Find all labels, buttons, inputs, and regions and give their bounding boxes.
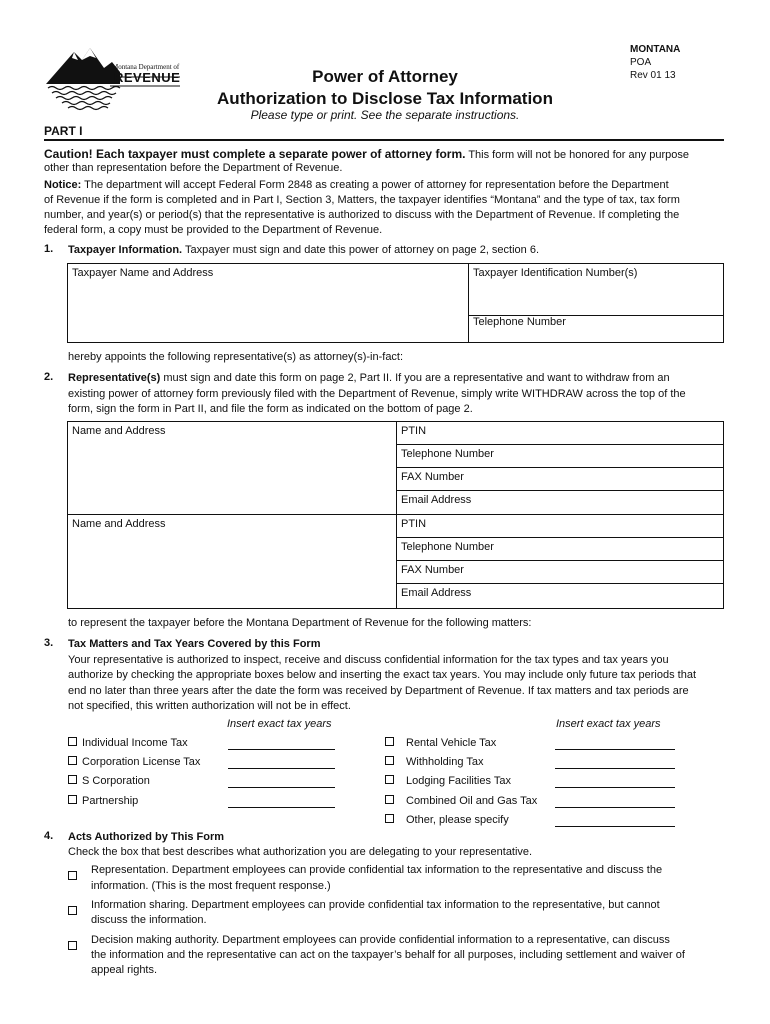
rep-2-email-field[interactable]: [397, 584, 723, 608]
tax-rental-vehicle-label: Rental Vehicle Tax: [406, 737, 497, 749]
rep-1-email-field[interactable]: [397, 491, 723, 515]
tax-other-checkbox[interactable]: [385, 814, 509, 826]
tax-individual-income-years-field[interactable]: [228, 749, 335, 750]
tax-lodging-facilities-checkbox[interactable]: [385, 775, 511, 787]
revision: Rev 01 13: [630, 70, 676, 81]
appoints-text: hereby appoints the following representative(s) as attorney(s)-in-fact:: [68, 351, 404, 363]
rep-1-fax-label: FAX Number: [401, 471, 464, 483]
rep-2-phone-label: Telephone Number: [401, 541, 494, 553]
tax-s-corporation-years-field[interactable]: [228, 787, 335, 788]
taxpayer-phone-field[interactable]: [469, 313, 723, 342]
notice-label: Notice:: [44, 179, 82, 191]
act-decision-making-line-1: Decision making authority. Department employees can provide confidential information to a representative, can discuss: [91, 934, 670, 946]
tax-rental-vehicle-checkbox[interactable]: [385, 737, 496, 749]
agency-big-text: REVENUE: [114, 70, 181, 85]
rep-2-email-label: Email Address: [401, 587, 472, 599]
tax-corporation-license-checkbox[interactable]: [68, 756, 200, 768]
rep-1-name-address-label: Name and Address: [72, 425, 166, 437]
rep-2-name-address-label: Name and Address: [72, 518, 166, 530]
rep-2-fax-field[interactable]: [397, 561, 723, 584]
tax-individual-income-label: Individual Income Tax: [82, 737, 188, 749]
section-2-text-3: form, sign the form in Part II, and file the form as indicated on the bottom of page 2.: [68, 403, 473, 415]
insert-years-label-right: Insert exact tax years: [556, 718, 661, 730]
caution-rest: This form will not be honored for any purpose: [468, 149, 690, 161]
tax-combined-oil-gas-years-field[interactable]: [555, 807, 675, 808]
tax-other-years-field[interactable]: [555, 826, 675, 827]
insert-years-label-left: Insert exact tax years: [227, 718, 332, 730]
section-2-text-2: existing power of attorney form previously filed with the Department of Revenue, simply write WITHDRAW across the top of the: [68, 388, 686, 400]
rep-1-phone-label: Telephone Number: [401, 448, 494, 460]
tax-withholding-years-field[interactable]: [555, 768, 675, 769]
act-information-sharing-line-2: discuss the information.: [91, 914, 207, 926]
tax-individual-income-checkbox[interactable]: [68, 737, 188, 749]
act-representation-line-2: information. (This is the most frequent response.): [91, 880, 331, 892]
act-representation-checkbox[interactable]: [68, 867, 82, 885]
checkbox-icon[interactable]: [68, 737, 77, 746]
section-4-intro: Check the box that best describes what authorization you are delegating to your representative.: [68, 846, 533, 858]
representatives-box: [67, 421, 724, 609]
act-decision-making-line-2: the information and the representative can act on the taxpayer’s behalf for all purposes, including settlement and waiver of: [91, 949, 685, 961]
tax-withholding-label: Withholding Tax: [406, 756, 484, 768]
notice-text: [44, 178, 744, 193]
form-code: [630, 43, 680, 82]
taxpayer-name-address-field[interactable]: [68, 264, 469, 342]
section-1-title: Taxpayer Information.: [68, 244, 183, 256]
agency-small-text: Montana Department of: [112, 63, 180, 71]
checkbox-icon[interactable]: [385, 795, 394, 804]
act-representation-line-1: Representation. Department employees can provide confidential tax information to the representative and discuss the: [91, 864, 663, 876]
caution-bold: Caution! Each taxpayer must complete a separate power of attorney form.: [44, 147, 466, 161]
section-2-number: 2.: [44, 371, 54, 383]
revenue-logo: [44, 46, 184, 118]
checkbox-icon[interactable]: [68, 756, 77, 765]
tax-lodging-facilities-years-field[interactable]: [555, 787, 675, 788]
checkbox-icon[interactable]: [68, 871, 77, 880]
tax-corporation-license-years-field[interactable]: [228, 768, 335, 769]
rep-1-ptin-label: PTIN: [401, 425, 427, 437]
section-2-text-1: must sign and date this form on page 2, Part II. If you are a representative and want to withdraw from an: [163, 372, 670, 384]
rep-2-name-address-field[interactable]: [68, 515, 397, 608]
tax-s-corporation-label: S Corporation: [82, 775, 150, 787]
checkbox-icon[interactable]: [68, 795, 77, 804]
rep-2-fax-label: FAX Number: [401, 564, 464, 576]
section-1-number: 1.: [44, 243, 54, 255]
tax-combined-oil-gas-label: Combined Oil and Gas Tax: [406, 795, 538, 807]
taxpayer-tin-label: Taxpayer Identification Number(s): [473, 267, 638, 279]
state-label: MONTANA: [630, 44, 681, 55]
rep-1-fax-field[interactable]: [397, 468, 723, 491]
section-4-number: 4.: [44, 830, 54, 842]
tax-corporation-license-label: Corporation License Tax: [82, 756, 201, 768]
page-title: [200, 66, 570, 110]
title-line-1: Power of Attorney: [312, 67, 458, 86]
act-decision-making-line-3: appeal rights.: [91, 964, 158, 976]
notice-line-1: The department will accept Federal Form 2848 as creating a power of attorney for representation before the Department: [84, 179, 669, 191]
divider: [44, 139, 724, 141]
act-information-sharing-line-1: Information sharing. Department employees can provide confidential tax information to the representative, but cannot: [91, 899, 660, 911]
section-3-number: 3.: [44, 637, 54, 649]
section-2-intro: [68, 371, 728, 386]
rep-1-phone-field[interactable]: [397, 445, 723, 468]
taxpayer-box: [67, 263, 724, 343]
checkbox-icon[interactable]: [385, 775, 394, 784]
caution-line-2: other than representation before the Department of Revenue.: [44, 162, 343, 174]
taxpayer-name-address-label: Taxpayer Name and Address: [72, 267, 214, 279]
checkbox-icon[interactable]: [68, 941, 77, 950]
act-decision-making-checkbox[interactable]: [68, 937, 82, 955]
checkbox-icon[interactable]: [385, 756, 394, 765]
section-3-text-3: end no later than three years after the date the form was received by Department of Revenue. If tax matters and tax periods are: [68, 685, 689, 697]
taxpayer-phone-label: Telephone Number: [473, 316, 566, 328]
section-1-text: Taxpayer must sign and date this power of attorney on page 2, section 6.: [184, 244, 540, 256]
rep-1-name-address-field[interactable]: [68, 422, 397, 515]
tax-partnership-years-field[interactable]: [228, 807, 335, 808]
section-2-title: Representative(s): [68, 372, 161, 384]
part-label: PART I: [44, 124, 83, 138]
checkbox-icon[interactable]: [68, 906, 77, 915]
tax-rental-vehicle-years-field[interactable]: [555, 749, 675, 750]
section-3-heading: Tax Matters and Tax Years Covered by this Form: [68, 638, 321, 650]
tax-s-corporation-checkbox[interactable]: [68, 775, 150, 787]
form-id: POA: [630, 57, 652, 68]
instructions: Please type or print. See the separate instructions.: [250, 108, 520, 122]
notice-line-3: number, and year(s) or period(s) that the representative is authorized to discuss with the Department of Revenue. If completing the: [44, 209, 680, 221]
checkbox-icon[interactable]: [385, 737, 394, 746]
tax-partnership-checkbox[interactable]: [68, 795, 138, 807]
tax-other-label: Other, please specify: [406, 814, 509, 826]
title-line-2: Authorization to Disclose Tax Information: [217, 89, 553, 108]
tax-partnership-label: Partnership: [82, 795, 139, 807]
section-3-text-2: authorize by checking the appropriate boxes below and inserting the exact tax years. You may include only future tax periods that: [68, 669, 696, 681]
tax-combined-oil-gas-checkbox[interactable]: [385, 795, 537, 807]
section-1-heading: [68, 243, 539, 258]
rep-1-ptin-field[interactable]: [397, 422, 723, 445]
tax-lodging-facilities-label: Lodging Facilities Tax: [406, 775, 511, 787]
checkbox-icon[interactable]: [68, 775, 77, 784]
taxpayer-tin-field[interactable]: [469, 264, 723, 316]
tax-withholding-checkbox[interactable]: [385, 756, 483, 768]
act-information-sharing-checkbox[interactable]: [68, 902, 82, 920]
rep-2-phone-field[interactable]: [397, 538, 723, 561]
notice-line-2: of Revenue if the form is completed and in Part I, Section 3, Matters, the taxpayer identifies “Montana” and the type of tax, tax form: [44, 194, 680, 206]
checkbox-icon[interactable]: [385, 814, 394, 823]
to-represent-text: to represent the taxpayer before the Montana Department of Revenue for the following matters:: [68, 617, 532, 629]
rep-2-ptin-field[interactable]: [397, 515, 723, 538]
section-4-heading: Acts Authorized by This Form: [68, 831, 225, 843]
section-3-text-1: Your representative is authorized to inspect, receive and discuss confidential information for the tax types and tax years you: [68, 654, 669, 666]
notice-line-4: federal form, a copy must be provided to the Department of Revenue.: [44, 224, 383, 236]
rep-2-ptin-label: PTIN: [401, 518, 427, 530]
section-3-text-4: not specified, this written authorization will not be in effect.: [68, 700, 351, 712]
rep-1-email-label: Email Address: [401, 494, 472, 506]
